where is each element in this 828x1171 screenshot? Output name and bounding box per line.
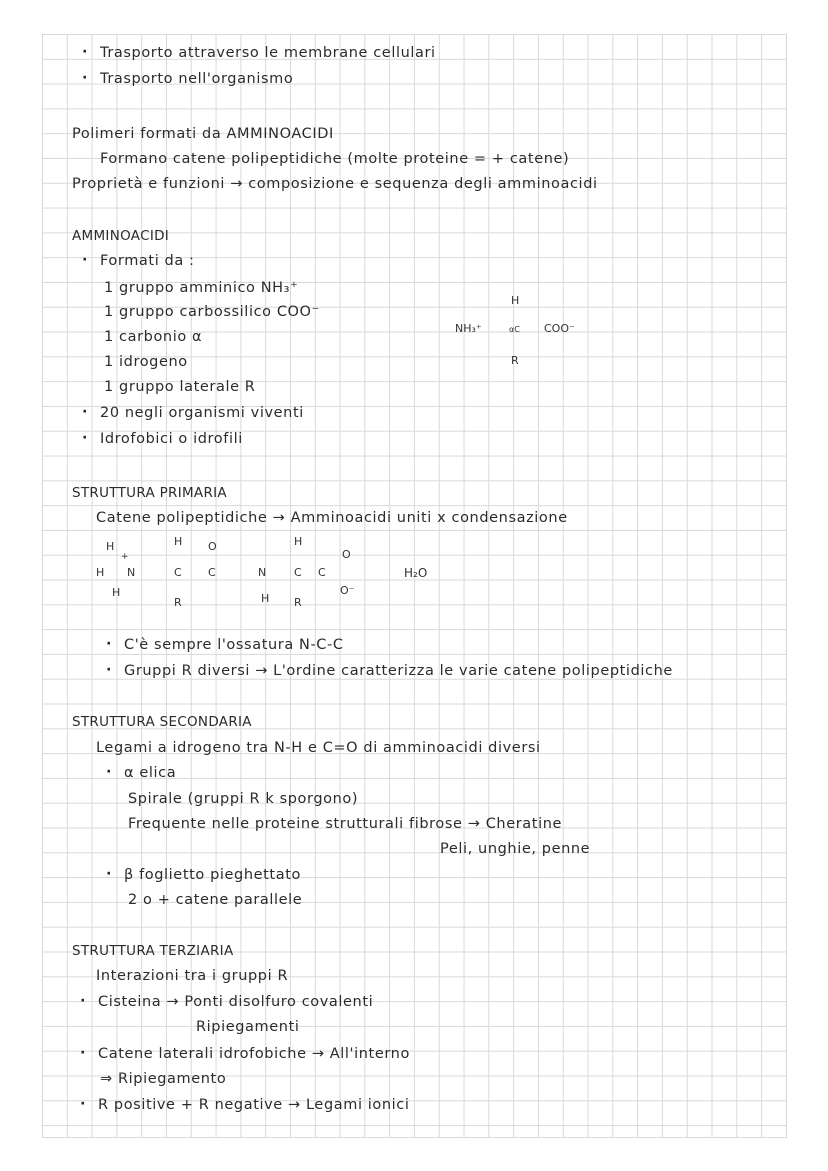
secondaria-title: STRUTTURA SECONDARIA bbox=[72, 714, 252, 730]
bullet-alfa-elica: · α elica bbox=[124, 764, 176, 782]
amminoacidi-item-2: 1 gruppo carbossilico COO⁻ bbox=[104, 304, 320, 320]
secondaria-frequente: Frequente nelle proteine strutturali fibrose → Cheratine bbox=[128, 816, 563, 832]
bullet-trasporto-membrane: · Trasporto attraverso le membrane cellulari bbox=[100, 44, 436, 62]
water-label: H₂O bbox=[404, 566, 428, 580]
diagram-coo: COO⁻ bbox=[544, 322, 575, 335]
bullet-20-amminoacidi: · 20 negli organismi viventi bbox=[100, 404, 304, 422]
polimeri-proprieta: Proprietà e funzioni → composizione e sequenza degli amminoacidi bbox=[72, 176, 598, 192]
terziaria-ripiegamento: ⇒ Ripiegamento bbox=[100, 1071, 227, 1087]
bullet-trasporto-organismo: · Trasporto nell'organismo bbox=[100, 70, 293, 88]
bullet-r-positive-negative: · R positive + R negative → Legami ionici bbox=[98, 1096, 410, 1114]
amminoacidi-title: AMMINOACIDI bbox=[72, 228, 170, 244]
amminoacidi-item-4: 1 idrogeno bbox=[104, 354, 188, 370]
diagram-h: H bbox=[511, 294, 520, 307]
diagram-nh3: NH₃⁺ bbox=[455, 322, 482, 335]
secondaria-peli: Peli, unghie, penne bbox=[440, 841, 591, 857]
diagram-alpha-carbon: αC bbox=[509, 325, 520, 334]
bullet-ossatura: · C'è sempre l'ossatura N-C-C bbox=[124, 636, 344, 654]
bullet-catene-idrofobiche: · Catene laterali idrofobiche → All'interno bbox=[98, 1045, 410, 1063]
secondaria-catene-parallele: 2 o + catene parallele bbox=[128, 892, 303, 908]
bullet-beta-foglietto: · β foglietto pieghettato bbox=[124, 866, 301, 884]
secondaria-spirale: Spirale (gruppi R k sporgono) bbox=[128, 791, 359, 807]
diagram-r: R bbox=[511, 354, 519, 367]
amminoacidi-formati: · Formati da : bbox=[100, 252, 195, 270]
secondaria-legami: Legami a idrogeno tra N-H e C=O di amminoacidi diversi bbox=[96, 740, 541, 756]
bullet-cisteina: · Cisteina → Ponti disolfuro covalenti bbox=[98, 993, 373, 1011]
terziaria-title: STRUTTURA TERZIARIA bbox=[72, 943, 234, 959]
primaria-title: STRUTTURA PRIMARIA bbox=[72, 485, 227, 501]
polimeri-title: Polimeri formati da AMMINOACIDI bbox=[72, 126, 334, 142]
amminoacidi-item-1: 1 gruppo amminico NH₃⁺ bbox=[104, 280, 299, 296]
terziaria-ripiegamenti: Ripiegamenti bbox=[196, 1019, 300, 1035]
bullet-idrofobici: · Idrofobici o idrofili bbox=[100, 430, 243, 448]
terziaria-interazioni: Interazioni tra i gruppi R bbox=[96, 968, 289, 984]
amminoacidi-item-3: 1 carbonio α bbox=[104, 329, 203, 345]
primaria-catene: Catene polipeptidiche → Amminoacidi uniti x condensazione bbox=[96, 510, 568, 526]
polimeri-formano: Formano catene polipeptidiche (molte proteine = + catene) bbox=[100, 151, 570, 167]
amminoacidi-item-5: 1 gruppo laterale R bbox=[104, 379, 256, 395]
bullet-gruppi-r: · Gruppi R diversi → L'ordine caratterizza le varie catene polipeptidiche bbox=[124, 662, 673, 680]
